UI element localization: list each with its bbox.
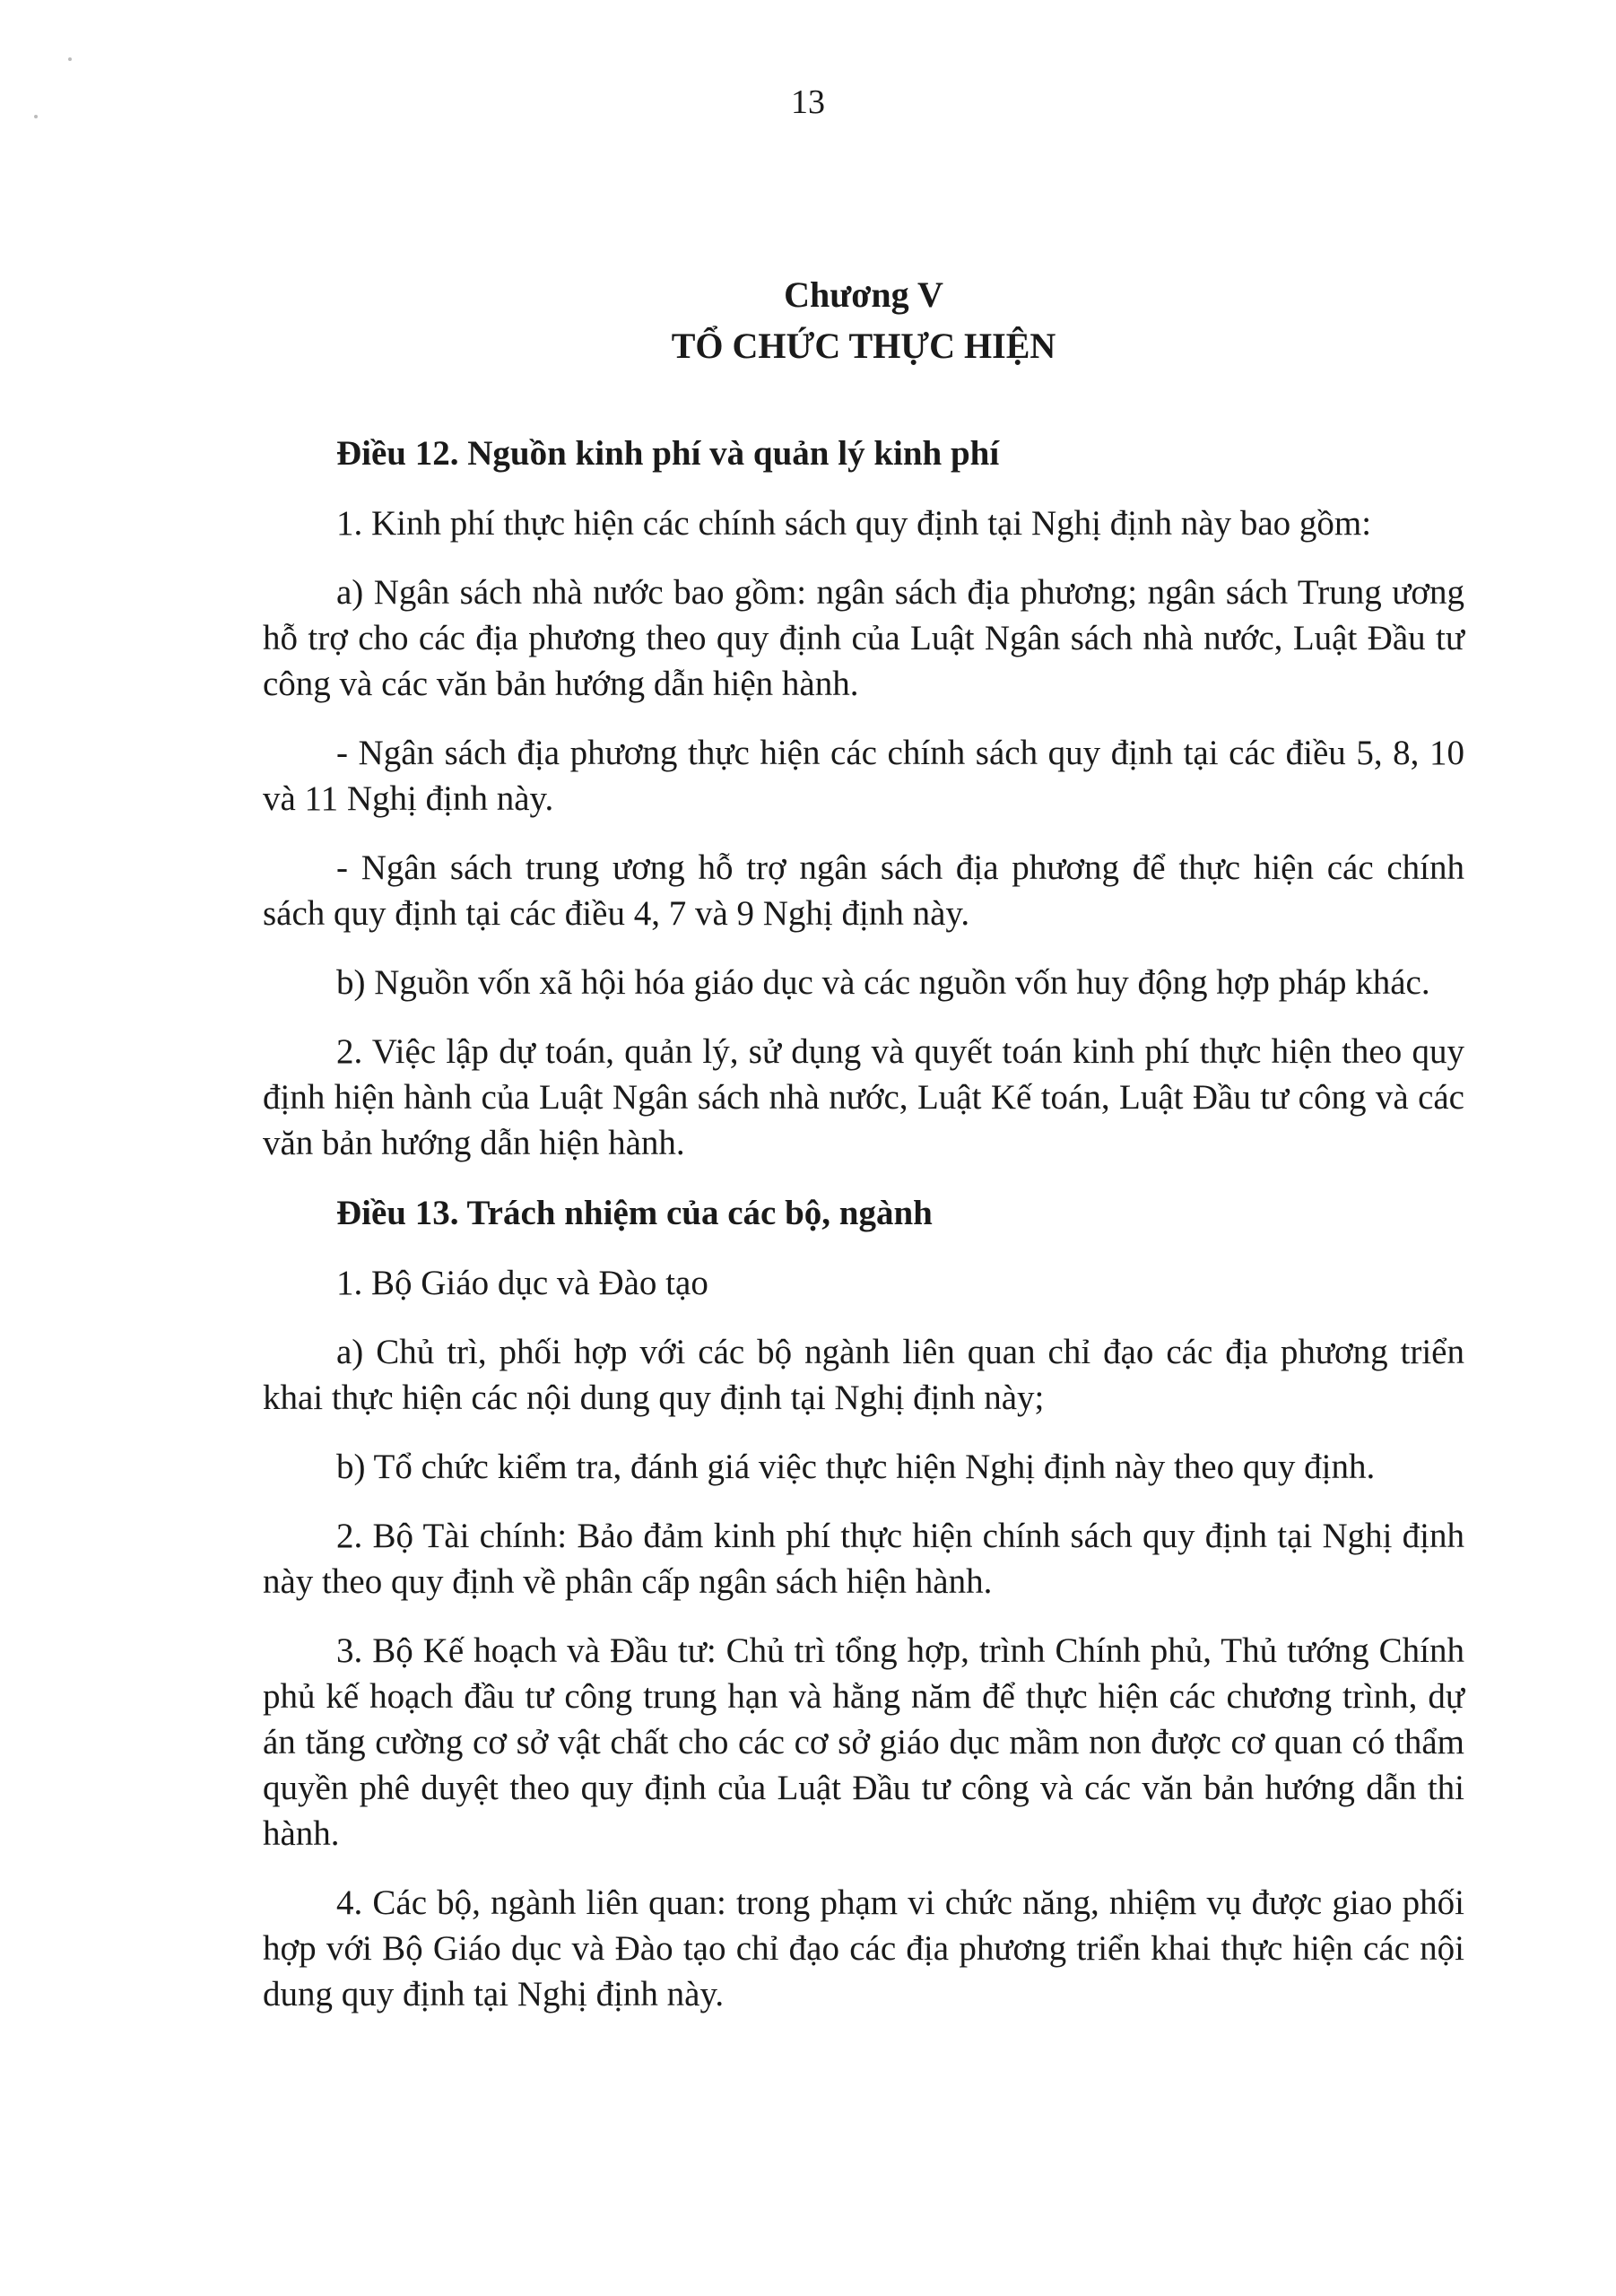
- article-heading: Điều 12. Nguồn kinh phí và quản lý kinh phí: [336, 434, 1000, 473]
- paragraph: - Ngân sách trung ương hỗ trợ ngân sách địa phương để thực hiện các chính sách quy định tại các điều 4, 7 và 9 Nghị định này.: [263, 848, 1464, 933]
- paragraph: 1. Bộ Giáo dục và Đào tạo: [336, 1264, 708, 1302]
- article-12: [263, 430, 1464, 1166]
- paragraph: 2. Bộ Tài chính: Bảo đảm kinh phí thực hiện chính sách quy định tại Nghị định này theo quy định về phân cấp ngân sách hiện hành.: [263, 1517, 1464, 1601]
- chapter-label: Chương V: [784, 274, 943, 315]
- chapter-title: TỔ CHỨC THỰC HIỆN: [671, 326, 1056, 366]
- scan-speck: [68, 57, 72, 61]
- paragraph: a) Ngân sách nhà nước bao gồm: ngân sách địa phương; ngân sách Trung ương hỗ trợ cho các địa phương theo quy định của Luật Ngân sách nhà nước, Luật Đầu tư công và các văn bản hướng dẫn hiện hành.: [263, 573, 1464, 703]
- paragraph: 3. Bộ Kế hoạch và Đầu tư: Chủ trì tổng hợp, trình Chính phủ, Thủ tướng Chính phủ kế hoạch đầu tư công trung hạn và hằng năm để thực hiện các chương trình, dự án tăng cường cơ sở vật chất cho các cơ sở giáo dục mầm non được cơ quan có thẩm quyền phê duyệt theo quy định của Luật Đầu tư công và các văn bản hướng dẫn thi hành.: [263, 1631, 1464, 1853]
- paragraph: 4. Các bộ, ngành liên quan: trong phạm vi chức năng, nhiệm vụ được giao phối hợp với Bộ Giáo dục và Đào tạo chỉ đạo các địa phương triển khai thực hiện các nội dung quy định tại Nghị định này.: [263, 1883, 1464, 2013]
- chapter-header: [263, 269, 1464, 371]
- document-body: [263, 269, 1464, 2040]
- article-13: [263, 1189, 1464, 2017]
- article-heading: Điều 13. Trách nhiệm của các bộ, ngành: [336, 1194, 933, 1232]
- paragraph: b) Nguồn vốn xã hội hóa giáo dục và các nguồn vốn huy động hợp pháp khác.: [336, 963, 1430, 1002]
- page-number: 13: [791, 83, 825, 121]
- paragraph: b) Tổ chức kiểm tra, đánh giá việc thực hiện Nghị định này theo quy định.: [336, 1448, 1376, 1486]
- paragraph: - Ngân sách địa phương thực hiện các chính sách quy định tại các điều 5, 8, 10 và 11 Nghị định này.: [263, 734, 1464, 818]
- paragraph: a) Chủ trì, phối hợp với các bộ ngành liên quan chỉ đạo các địa phương triển khai thực hiện các nội dung quy định tại Nghị định này;: [263, 1333, 1464, 1417]
- paragraph: 1. Kinh phí thực hiện các chính sách quy định tại Nghị định này bao gồm:: [336, 504, 1372, 543]
- paragraph: 2. Việc lập dự toán, quản lý, sử dụng và quyết toán kinh phí thực hiện theo quy định hiện hành của Luật Ngân sách nhà nước, Luật Kế toán, Luật Đầu tư công và các văn bản hướng dẫn hiện hành.: [263, 1032, 1464, 1162]
